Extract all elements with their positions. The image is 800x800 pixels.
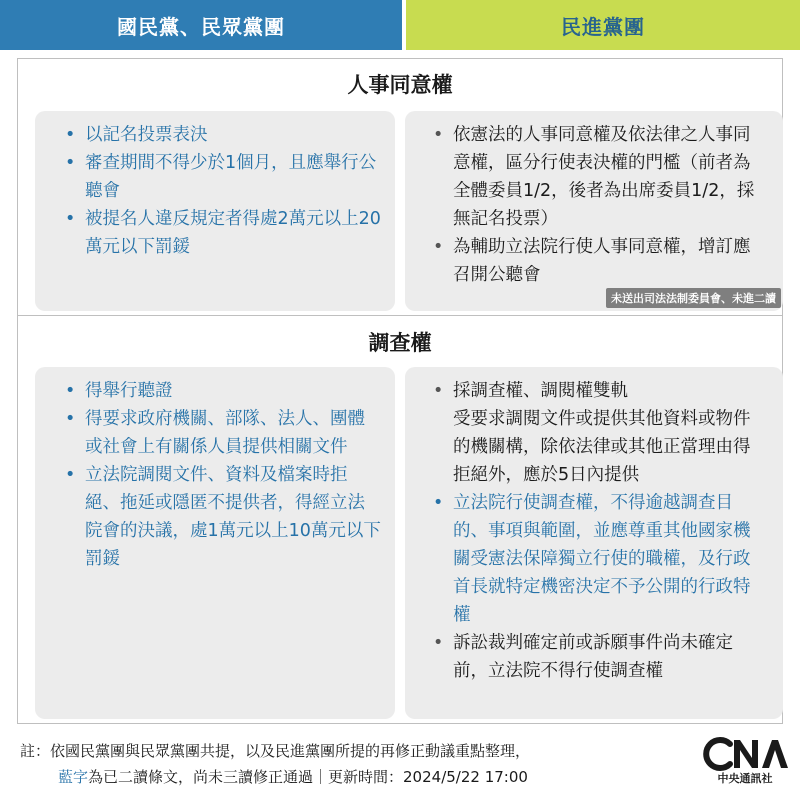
bullet-icon: • <box>433 493 444 513</box>
investigation-dpp-panel <box>405 367 783 719</box>
status-badge: 未送出司法法制委員會、未進二讀 <box>606 288 781 308</box>
list-item: • 得舉行聽證 <box>85 377 381 405</box>
section-divider <box>18 315 782 316</box>
bullet-icon: • <box>65 381 76 401</box>
bullet-icon: • <box>433 633 444 653</box>
investigation-kmt-panel <box>35 367 395 719</box>
comparison-table <box>17 58 783 724</box>
list-item: • 為輔助立法院行使人事同意權，增訂應召開公聽會 <box>453 233 761 289</box>
bullet-icon: • <box>65 153 76 173</box>
list-item: • 訴訟裁判確定前或訴願事件尚未確定前，立法院不得行使調查權 <box>453 629 761 685</box>
list-item: • 依憲法的人事同意權及依法律之人事同意權，區分行使表決權的門檻（前者為全體委員1/2，後者為出席委員1/2，採無記名投票） <box>453 121 761 233</box>
list-item: • 得要求政府機關、部隊、法人、團體或社會上有關係人員提供相關文件 <box>85 405 381 461</box>
list-item: • 以記名投票表決 <box>85 121 381 149</box>
personnel-consent-dpp-panel <box>405 111 783 311</box>
bullet-icon: • <box>65 465 76 485</box>
bullet-icon: • <box>65 409 76 429</box>
bullet-icon: • <box>65 209 76 229</box>
bullet-icon: • <box>433 237 444 257</box>
bullet-icon: • <box>65 125 76 145</box>
footnote-line-1: 註：依國民黨團與民眾黨團共提，以及民進黨團所提的再修正動議重點整理， <box>20 742 531 760</box>
personnel-consent-kmt-panel <box>35 111 395 311</box>
list-item: • 審查期間不得少於1個月，且應舉行公聽會 <box>85 149 381 205</box>
kmt-tpp-header: 國民黨、民眾黨團 <box>0 0 402 50</box>
bullet-icon: • <box>433 381 444 401</box>
list-item: • 立法院行使調查權，不得逾越調查目的、事項與範圍，並應尊重其他國家機關受憲法保障獨立行使的職權，及行政首長就特定機密決定不予公開的行政特權 <box>453 489 761 629</box>
section-title-personnel-consent: 人事同意權 <box>18 59 782 109</box>
section-title-investigation: 調查權 <box>18 317 782 367</box>
bullet-icon: • <box>433 125 444 145</box>
list-item: • 被提名人違反規定者得處2萬元以上20萬元以下罰鍰 <box>85 205 381 261</box>
list-item: • 採調查權、調閱權雙軌 受要求調閱文件或提供其他資料或物件的機關構，除依法律或其他正當理由得拒絕外，應於5日內提供 <box>453 377 761 489</box>
dpp-header: 民進黨團 <box>406 0 800 50</box>
footnote-line-2: 藍字為已二讀條文，尚未三讀修正通過｜更新時間：2024/5/22 17:00 <box>58 768 528 786</box>
footnote <box>20 738 680 790</box>
logo-caption: 中央通訊社 <box>717 772 773 785</box>
list-item: • 立法院調閱文件、資料及檔案時拒絕、拖延或隱匿不提供者，得經立法院會的決議，處1萬元以上10萬元以下罰鍰 <box>85 461 381 573</box>
